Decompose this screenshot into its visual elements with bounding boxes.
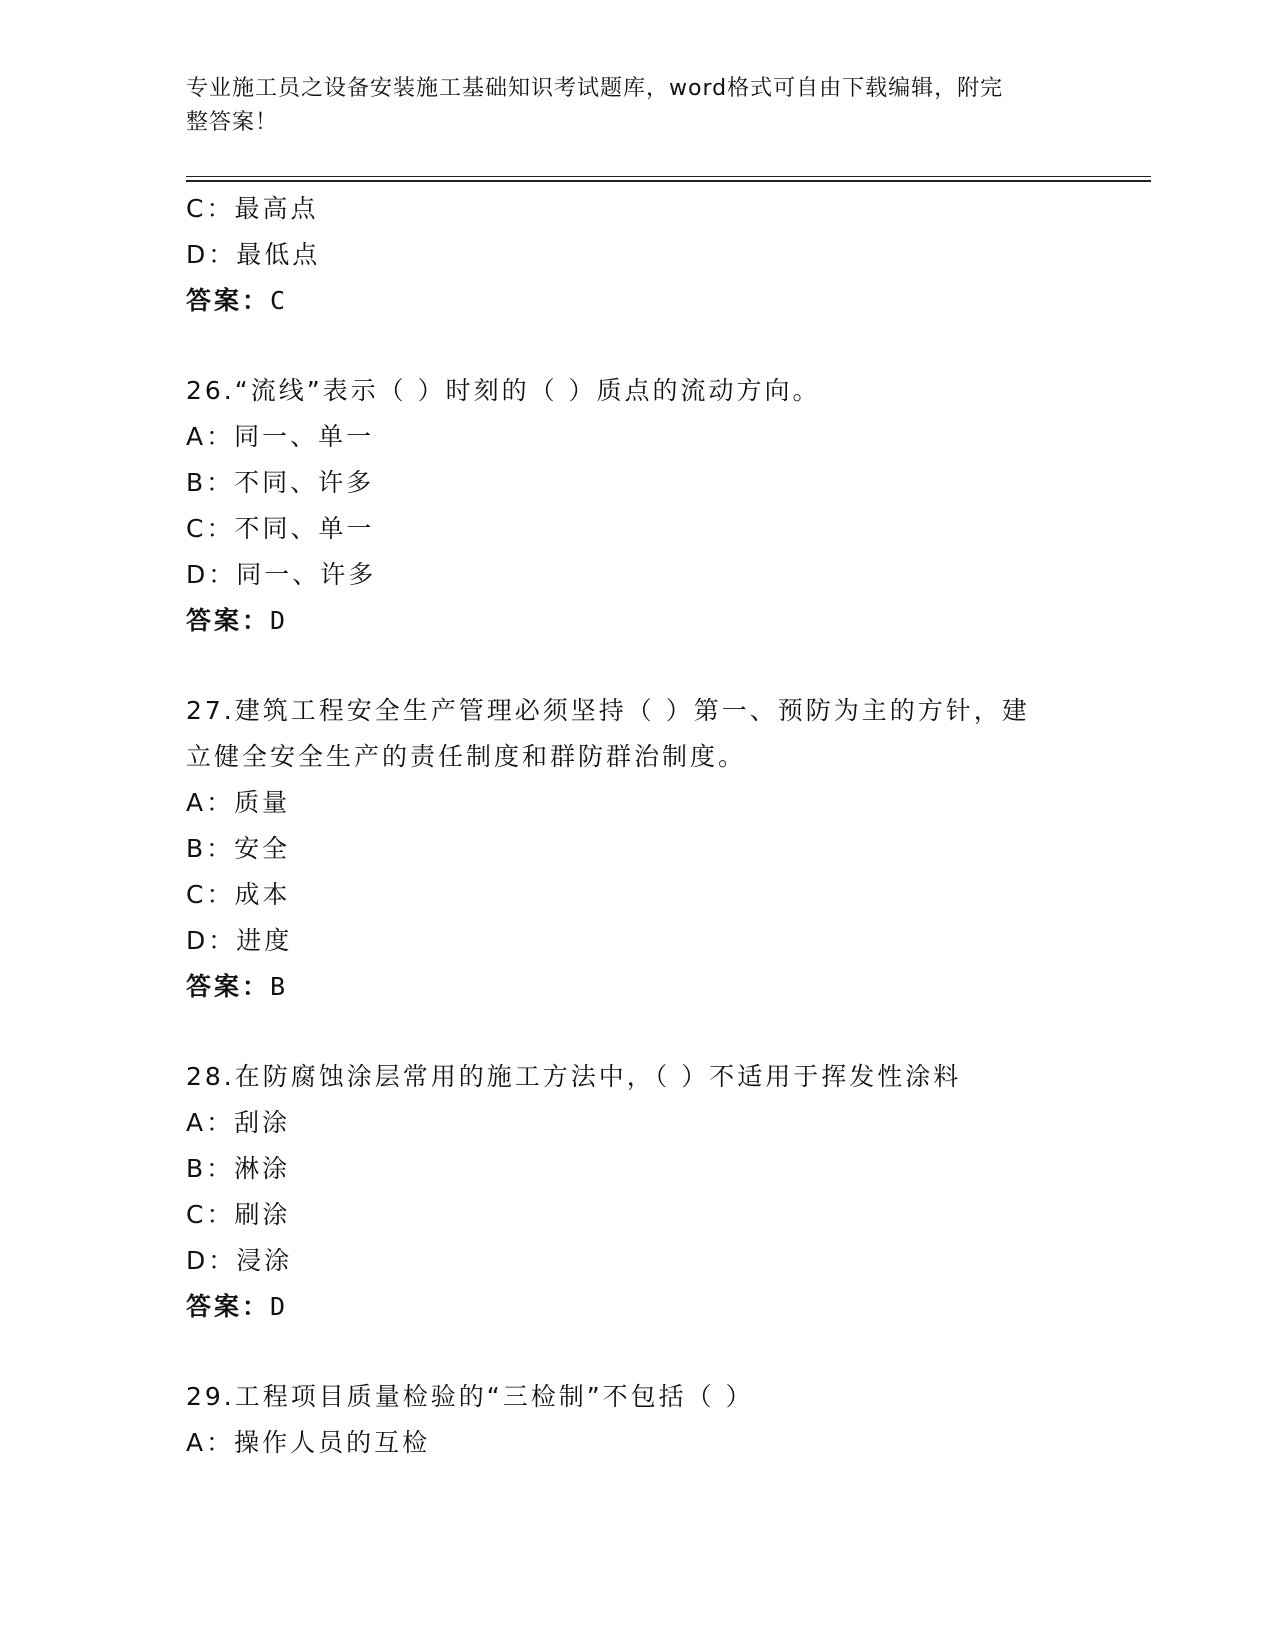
option-c	[186, 506, 1086, 552]
option-text: 浸涂	[236, 1246, 293, 1275]
option-text: 成本	[234, 880, 291, 909]
answer-value: D	[270, 606, 286, 635]
option-text: 操作人员的互检	[234, 1428, 431, 1457]
answer-value: B	[270, 972, 286, 1001]
option-text: 同一、单一	[234, 422, 375, 451]
option-label: C：	[186, 880, 235, 909]
option-c	[186, 872, 1086, 918]
option-b	[186, 460, 1086, 506]
option-label: A：	[186, 1428, 235, 1457]
previous-question-tail	[186, 186, 1086, 324]
question-27	[186, 688, 1086, 1010]
option-text: 同一、许多	[236, 560, 377, 589]
question-text: 27.建筑工程安全生产管理必须坚持（ ）第一、预防为主的方针，建	[186, 696, 1030, 725]
document-body	[186, 186, 1086, 1466]
header-line-1: 专业施工员之设备安装施工基础知识考试题库，word格式可自由下载编辑，附完	[186, 76, 1004, 101]
option-d	[186, 918, 1086, 964]
answer-line	[186, 964, 1086, 1010]
option-label: A：	[186, 1108, 235, 1137]
option-b	[186, 826, 1086, 872]
header-divider-thin	[186, 176, 1151, 177]
question-28	[186, 1054, 1086, 1330]
option-label: C：	[186, 514, 235, 543]
option-label: D：	[186, 240, 237, 269]
option-d	[186, 1238, 1086, 1284]
option-text: 刷涂	[234, 1200, 291, 1229]
answer-label: 答案：	[186, 286, 271, 315]
option-label: C：	[186, 194, 235, 223]
option-d	[186, 232, 1086, 278]
option-a	[186, 780, 1086, 826]
answer-label: 答案：	[186, 1292, 271, 1321]
option-label: A：	[186, 422, 235, 451]
option-label: D：	[186, 1246, 237, 1275]
header-line-2: 整答案！	[186, 110, 279, 135]
option-label: A：	[186, 788, 235, 817]
answer-label: 答案：	[186, 606, 271, 635]
option-text: 淋涂	[234, 1154, 291, 1183]
option-c	[186, 1192, 1086, 1238]
option-text: 最低点	[236, 240, 321, 269]
option-d	[186, 552, 1086, 598]
option-text: 刮涂	[234, 1108, 291, 1137]
document-header	[186, 72, 1066, 140]
option-text: 质量	[234, 788, 291, 817]
option-label: D：	[186, 926, 237, 955]
option-text: 不同、单一	[234, 514, 375, 543]
option-text: 安全	[234, 834, 291, 863]
option-a	[186, 1420, 1086, 1466]
option-a	[186, 1100, 1086, 1146]
option-text: 进度	[236, 926, 293, 955]
question-text: 26.“流线”表示（ ）时刻的（ ）质点的流动方向。	[186, 376, 821, 405]
question-text-continued: 立健全安全生产的责任制度和群防群治制度。	[186, 742, 747, 771]
option-label: D：	[186, 560, 237, 589]
question-29	[186, 1374, 1086, 1466]
option-text: 最高点	[234, 194, 319, 223]
question-text: 28.在防腐蚀涂层常用的施工方法中，（ ）不适用于挥发性涂料	[186, 1062, 962, 1091]
option-text: 不同、许多	[234, 468, 375, 497]
option-a	[186, 414, 1086, 460]
header-divider-thick	[186, 180, 1151, 182]
question-26	[186, 368, 1086, 644]
option-c	[186, 186, 1086, 232]
option-label: C：	[186, 1200, 235, 1229]
answer-line	[186, 278, 1086, 324]
answer-line	[186, 598, 1086, 644]
answer-line	[186, 1284, 1086, 1330]
option-label: B：	[186, 834, 235, 863]
option-label: B：	[186, 1154, 235, 1183]
option-b	[186, 1146, 1086, 1192]
answer-value: D	[270, 1292, 286, 1321]
option-label: B：	[186, 468, 235, 497]
question-text: 29.工程项目质量检验的“三检制”不包括（ ）	[186, 1382, 754, 1411]
answer-value: C	[270, 286, 286, 315]
answer-label: 答案：	[186, 972, 271, 1001]
